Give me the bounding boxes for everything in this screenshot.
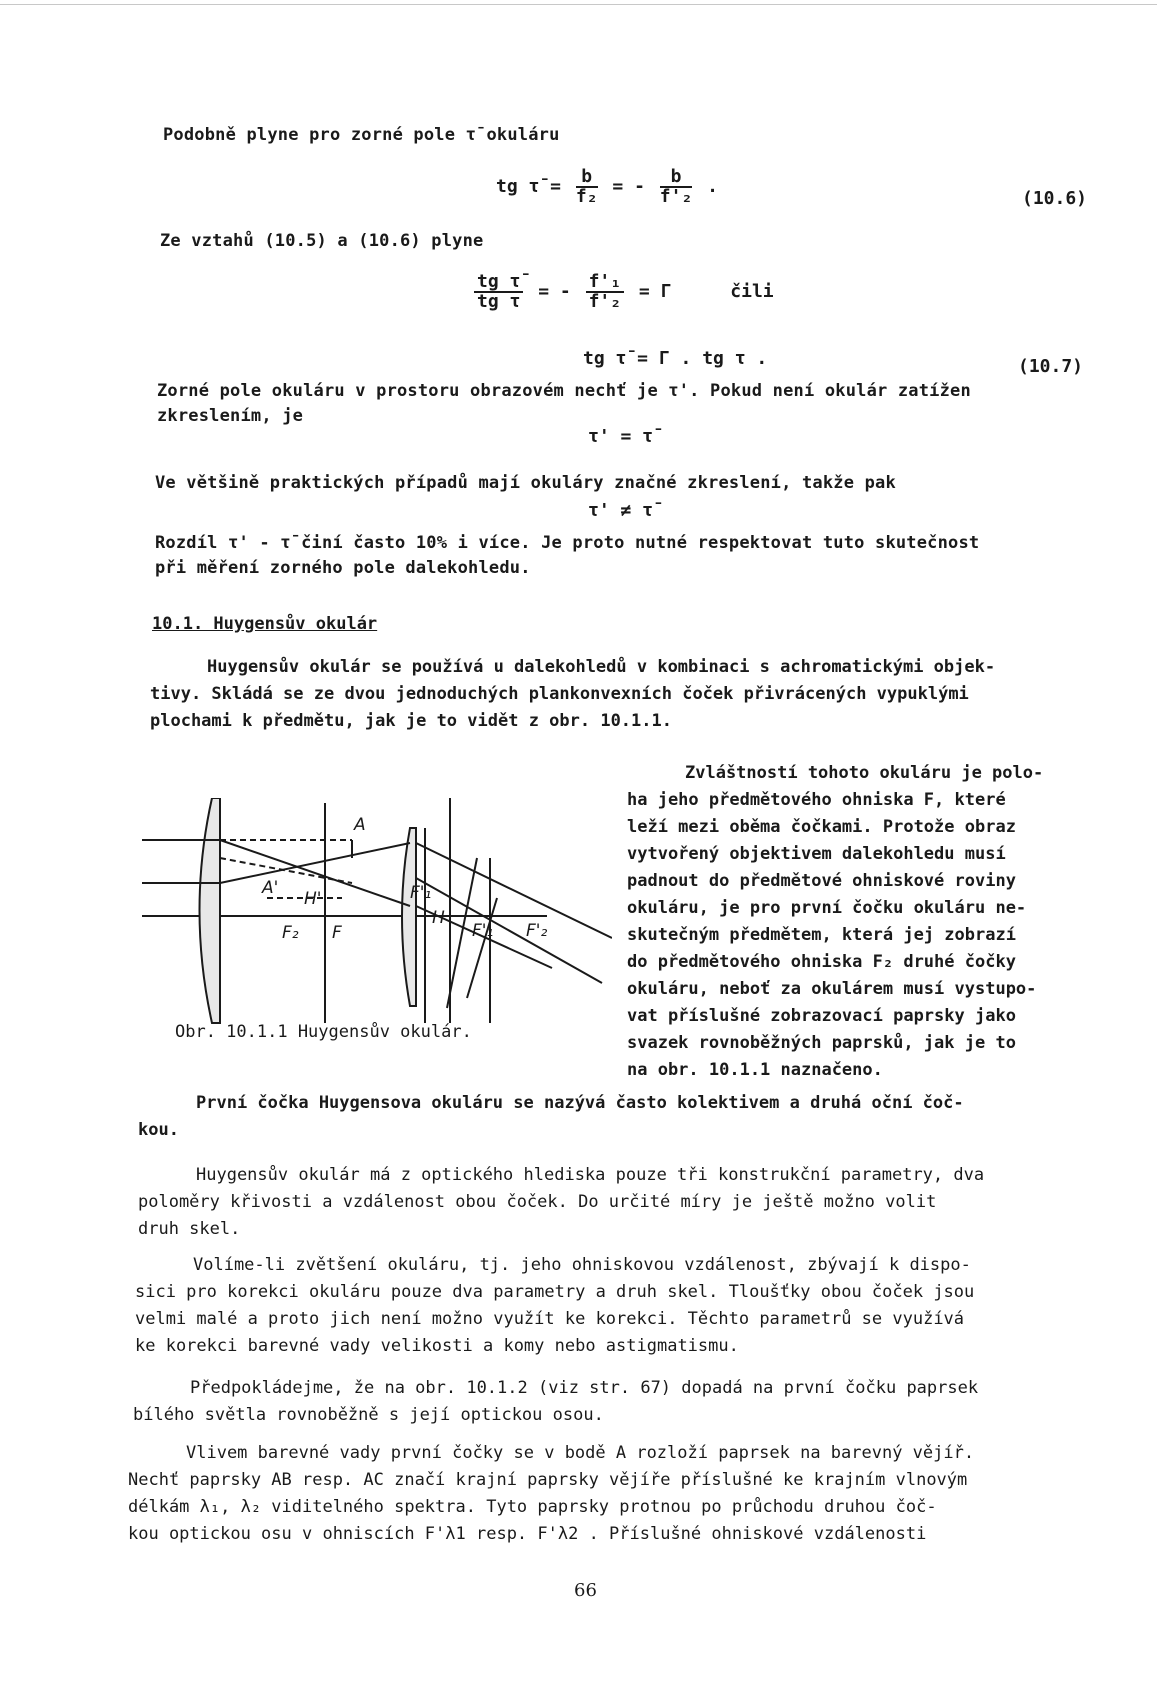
para-line: délkám λ₁, λ₂ viditelného spektra. Tyto paprsky protnou po průchodu druhou čoč-	[128, 1497, 937, 1517]
para-line: Huygensův okulár se používá u dalekohledů v kombinaci s achromatickými objek-	[207, 657, 996, 677]
label-F1: F'₁	[472, 921, 494, 941]
para-line: velmi malé a proto jich není možno využít ke korekci. Těchto parametrů se využívá	[135, 1309, 965, 1329]
para-line: sici pro korekci okuláru pouze dva parametry a druh skel. Tloušťky obou čoček jsou	[135, 1282, 975, 1302]
label-F: F	[332, 923, 342, 943]
col-line: leží mezi oběma čočkami. Protože obraz	[627, 817, 1016, 837]
para-line: První čočka Huygensova okuláru se nazývá často kolektivem a druhá oční čoč-	[196, 1093, 964, 1113]
equation-number-10-7: (10.7)	[1018, 356, 1084, 377]
para-line: Volíme-li zvětšení okuláru, tj. jeho ohniskovou vzdálenost, zbývají k dispo-	[193, 1255, 971, 1275]
paragraph-4	[135, 1252, 1100, 1360]
equation-number-10-6: (10.6)	[1022, 188, 1088, 209]
col-line: na obr. 10.1.1 naznačeno.	[627, 1060, 883, 1080]
para-line: kou.	[138, 1120, 179, 1140]
label-H: H	[432, 908, 445, 928]
body-line: při měření zorného pole dalekohledu.	[155, 558, 531, 578]
label-H-prime: H'	[304, 889, 322, 909]
body-line: zkreslením, je	[157, 406, 304, 426]
para-line: kou optickou osu v ohniscích F'λ1 resp. F'λ2 . Příslušné ohniskové vzdálenosti	[128, 1524, 927, 1544]
huygens-diagram	[142, 798, 612, 1028]
paragraph-6	[128, 1440, 1098, 1548]
figure-caption: Obr. 10.1.1 Huygensův okulár.	[175, 1022, 472, 1042]
para-line: Vlivem barevné vady první čočky se v bodě A rozloží paprsek na barevný vějíř.	[186, 1443, 975, 1463]
col-line: do předmětového ohniska F₂ druhé čočky	[627, 952, 1016, 972]
para-line: bílého světla rovnoběžně s její optickou osou.	[133, 1405, 604, 1425]
section-heading: 10.1. Huygensův okulár	[152, 614, 378, 634]
equation-10-6: tg τ̄ = $\frac{b}{\text{f₂}}$ = - $\frac{b}{\text{f'₂}}$ .	[496, 166, 718, 207]
eq2-cili: čili	[730, 281, 774, 302]
first-lens	[200, 798, 221, 1023]
body-line: Zorné pole okuláru v prostoru obrazovém nechť je τ'. Pokud není okulár zatížen	[157, 381, 971, 401]
col-line: ha jeho předmětového ohniska F, které	[627, 790, 1006, 810]
paragraph-1	[150, 654, 1100, 735]
col-line: vat příslušné zobrazovací paprsky jako	[627, 1006, 1016, 1026]
col-line: okuláru, je pro první čočku okuláru ne-	[627, 898, 1027, 918]
from-line: Ze vztahů (10.5) a (10.6) plyne	[160, 231, 484, 251]
para-line: Huygensův okulár má z optického hlediska pouze tři konstrukční parametry, dva	[196, 1165, 985, 1185]
right-column	[627, 760, 1097, 1084]
eq2-fraction-2: $\frac{\text{f'₁}}{\text{f'₂}}$	[586, 273, 625, 311]
col-line: vytvořený objektivem dalekohledu musí	[627, 844, 1006, 864]
paragraph-5	[133, 1375, 1098, 1429]
huygens-figure	[142, 798, 612, 1028]
eq1-fraction-2: $\frac{b}{\text{f'₂}}$	[659, 166, 693, 207]
col-line: okuláru, neboť za okulárem musí vystupo-	[627, 979, 1037, 999]
label-A-prime: A'	[262, 878, 279, 898]
para-line: Nechť paprsky AB resp. AC značí krajní paprsky vějíře příslušné ke krajním vlnovým	[128, 1470, 968, 1490]
para-line: druh skel.	[138, 1219, 241, 1239]
label-F1-prime: F'₁	[410, 883, 432, 903]
col-line: skutečným předmětem, která jej zobrazí	[627, 925, 1016, 945]
paragraph-2	[138, 1090, 1098, 1144]
equation-tau-not-equal: τ' ≠ τ̄	[588, 500, 654, 521]
paragraph-3	[138, 1162, 1098, 1243]
body-line: Ve většině praktických případů mají okuláry značné zkreslení, takže pak	[155, 473, 896, 493]
eq1-fraction-1: $\frac{b}{\text{f₂}}$	[575, 166, 598, 207]
label-A: A	[354, 815, 366, 835]
intro-line: Podobně plyne pro zorné pole τ̄ okuláru	[163, 125, 560, 145]
body-line: Rozdíl τ' - τ̄ činí často 10% i více. Je proto nutné respektovat tuto skutečnost	[155, 533, 980, 553]
eq1-lhs: tg τ̄ =	[496, 176, 562, 197]
second-lens	[402, 828, 416, 1006]
equation-tau-equal: τ' = τ̄	[588, 426, 654, 447]
page-number: 66	[574, 1580, 597, 1601]
col-line: Zvláštností tohoto okuláru je polo-	[685, 763, 1044, 783]
label-F2-right: F'₂	[526, 921, 548, 941]
equation-ratio: $\frac{\text{tg τ̄}}{\text{tg τ}}$ = - $\frac{\text{f'₁}}{\text{f'₂}}$ = Γ čili	[470, 273, 774, 311]
eq2-fraction-1: $\frac{\text{tg τ̄}}{\text{tg τ}}$	[474, 273, 523, 311]
para-line: plochami k předmětu, jak je to vidět z obr. 10.1.1.	[150, 711, 672, 731]
top-rule	[0, 4, 1157, 5]
equation-10-7: tg τ̄ = Γ . tg τ .	[583, 348, 768, 369]
col-line: padnout do předmětové ohniskové roviny	[627, 871, 1016, 891]
para-line: poloměry křivosti a vzdálenost obou čoček. Do určité míry je ještě možno volit	[138, 1192, 937, 1212]
col-line: svazek rovnoběžných paprsků, jak je to	[627, 1033, 1016, 1053]
para-line: tivy. Skládá se ze dvou jednoduchých plankonvexních čoček přivrácených vypuklými	[150, 684, 969, 704]
para-line: Předpokládejme, že na obr. 10.1.2 (viz str. 67) dopadá na první čočku paprsek	[190, 1378, 979, 1398]
label-F2: F₂	[282, 923, 299, 943]
para-line: ke korekci barevné vady velikosti a komy nebo astigmatismu.	[135, 1336, 739, 1356]
